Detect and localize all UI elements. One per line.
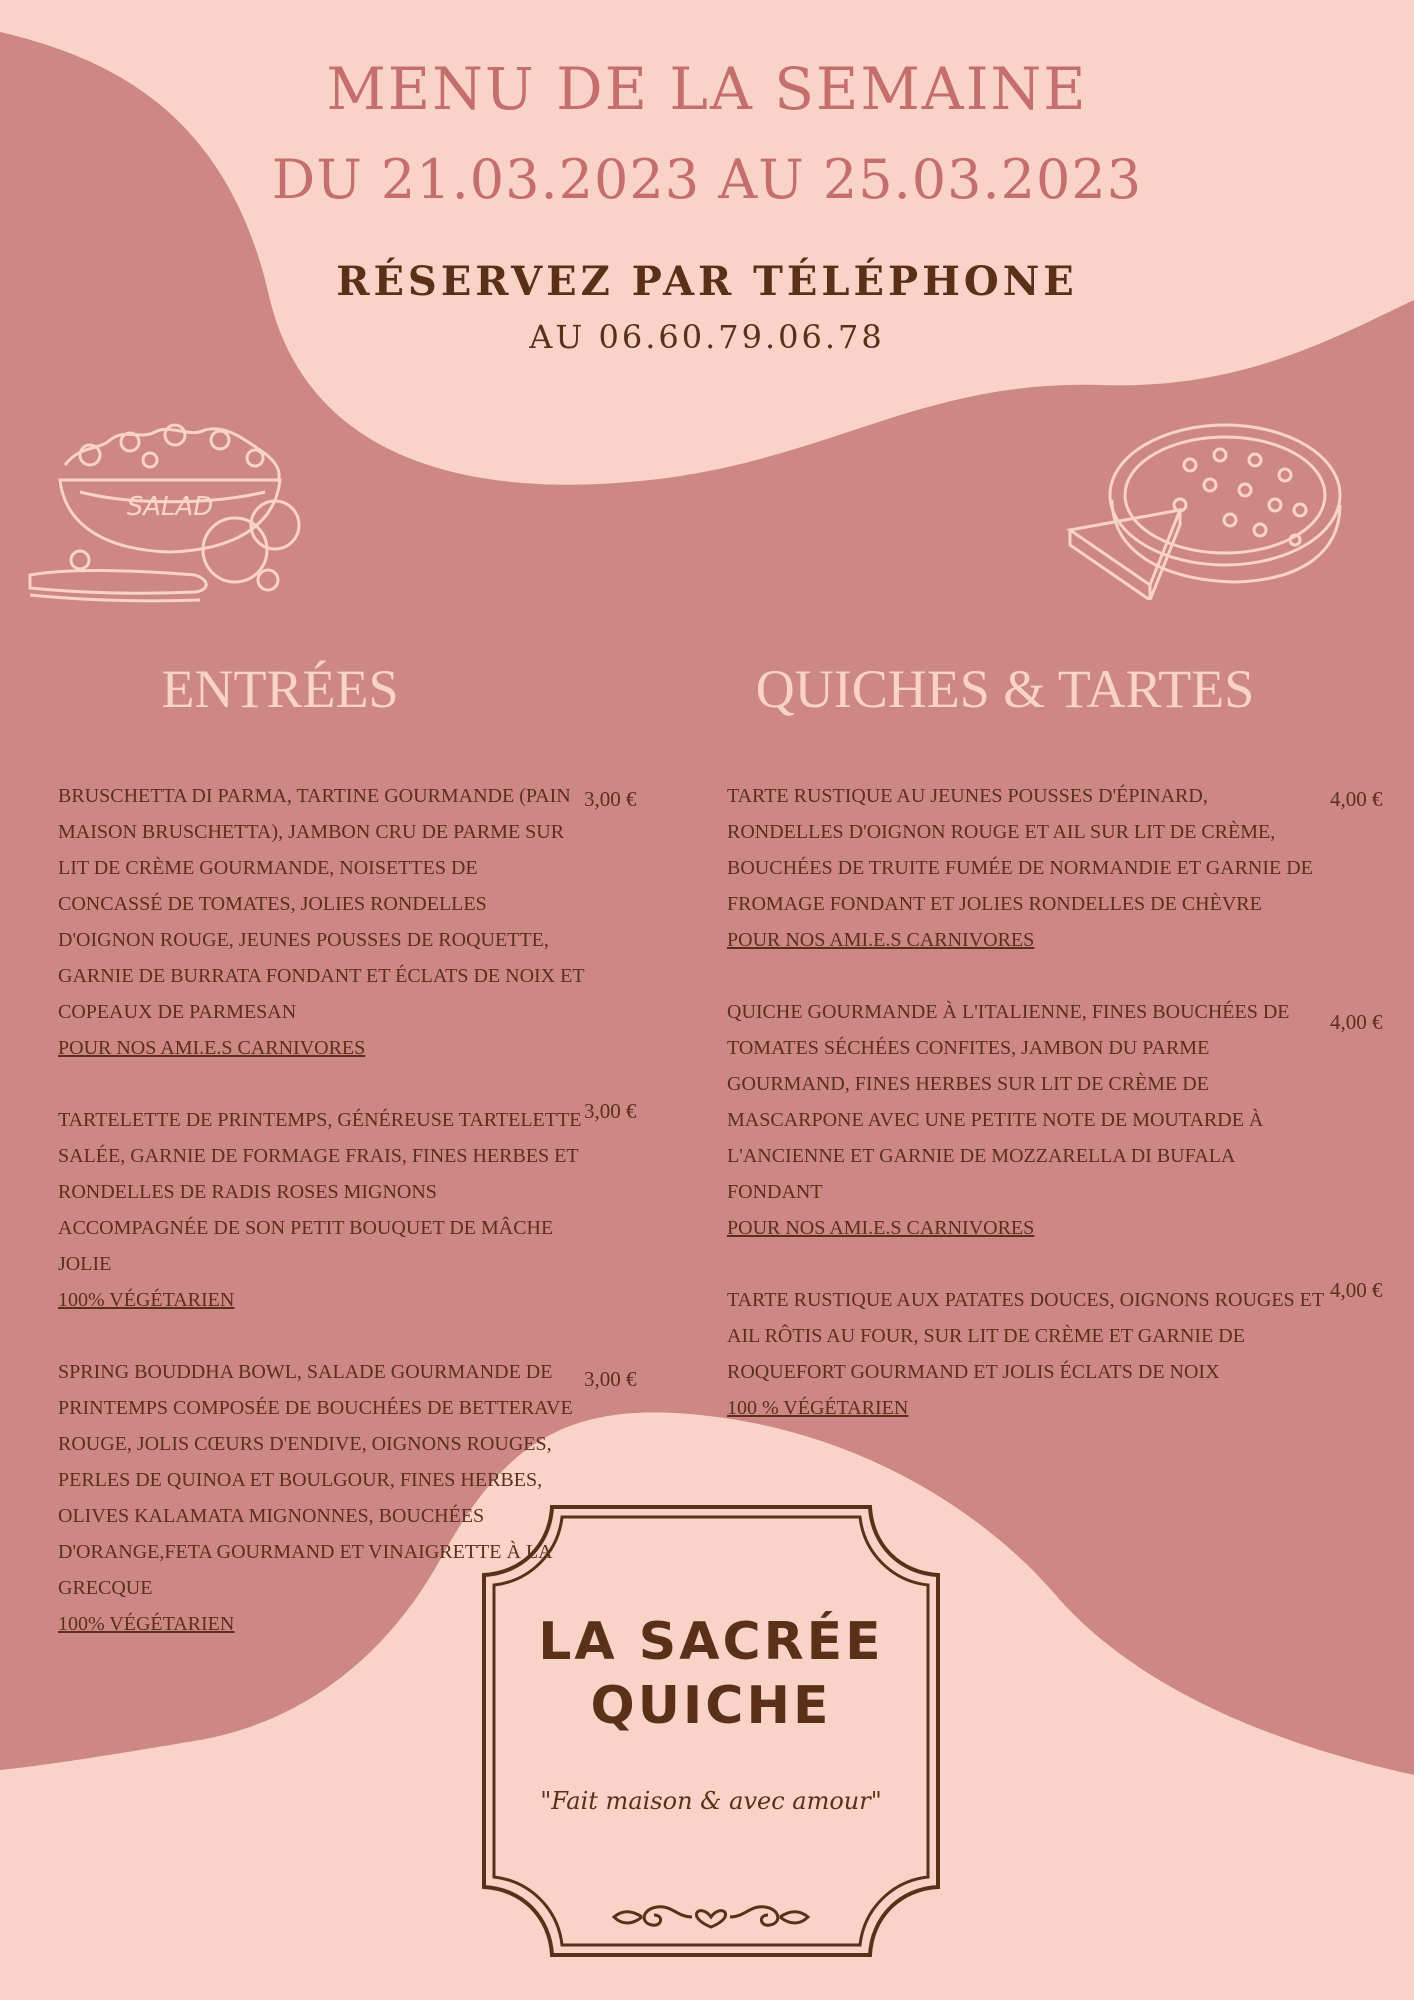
reservation-heading: RÉSERVEZ PAR TÉLÉPHONE xyxy=(336,258,1078,305)
reservation-phone: AU 06.60.79.06.78 xyxy=(529,318,885,356)
menu-item xyxy=(58,778,586,1066)
brand-tagline: "Fait maison & avec amour" xyxy=(540,1787,882,1815)
menu-item-description: BRUSCHETTA DI PARMA, TARTINE GOURMANDE (PAIN MAISON BRUSCHETTA), JAMBON CRU DE PARME SUR LIT DE CRÈME GOURMANDE, NOISETTES DE CONCASSÉ DE TOMATES, JOLIES RONDELLES D'OIGNON ROUGE, JEUNES POUSSES DE ROQUETTE, GARNIE DE BURRATA FONDANT ET ÉCLATS DE NOIX ET COPEAUX DE PARMESAN xyxy=(58,785,585,1023)
menu-item xyxy=(58,1102,586,1318)
menu-item-tag: POUR NOS AMI.E.S CARNIVORES xyxy=(727,929,1035,951)
section-title-quiches: QUICHES & TARTES xyxy=(755,659,1255,719)
menu-item xyxy=(727,994,1327,1246)
salad-bowl-illustration xyxy=(20,410,330,615)
flourish-ornament xyxy=(614,1907,808,1927)
menu-item-tag: POUR NOS AMI.E.S CARNIVORES xyxy=(58,1037,366,1059)
menu-item xyxy=(727,778,1317,958)
menu-item-tag: 100 % VÉGÉTARIEN xyxy=(727,1397,909,1419)
menu-item-description: TARTE RUSTIQUE AU JEUNES POUSSES D'ÉPINARD, RONDELLES D'OIGNON ROUGE ET AIL SUR LIT DE CRÈME, BOUCHÉES DE TRUITE FUMÉE DE NORMANDIE ET GARNIE DE FROMAGE FONDANT ET JOLIES RONDELLES DE CHÈVRE xyxy=(727,785,1313,915)
menu-item-price: 4,00 € xyxy=(1330,787,1383,811)
quiche-illustration xyxy=(1060,410,1350,600)
menu-item-price: 4,00 € xyxy=(1330,1278,1383,1302)
menu-item xyxy=(727,1282,1333,1426)
menu-item-description: TARTELETTE DE PRINTEMPS, GÉNÉREUSE TARTELETTE SALÉE, GARNIE DE FORMAGE FRAIS, FINES HERBES ET RONDELLES DE RADIS ROSES MIGNONS ACCOMPAGNÉE DE SON PETIT BOUQUET DE MÂCHE JOLIE xyxy=(58,1109,582,1275)
menu-item-price: 3,00 € xyxy=(584,787,637,811)
brand-frame xyxy=(482,1505,940,1957)
menu-item-description: QUICHE GOURMANDE À L'ITALIENNE, FINES BOUCHÉES DE TOMATES SÉCHÉES CONFITES, JAMBON DU PARME GOURMAND, FINES HERBES SUR LIT DE CRÈME DE MASCARPONE AVEC UNE PETITE NOTE DE MOUTARDE À L'ANCIENNE ET GARNIE DE MOZZARELLA DI BUFALA FONDANT xyxy=(727,1001,1290,1203)
menu-item-description: TARTE RUSTIQUE AUX PATATES DOUCES, OIGNONS ROUGES ET AIL RÔTIS AU FOUR, SUR LIT DE CRÈME ET GARNIE DE ROQUEFORT GOURMAND ET JOLIS ÉCLATS DE NOIX xyxy=(727,1289,1324,1383)
menu-item-tag: POUR NOS AMI.E.S CARNIVORES xyxy=(727,1217,1035,1239)
menu-item-description: SPRING BOUDDHA BOWL, SALADE GOURMANDE DE PRINTEMPS COMPOSÉE DE BOUCHÉES DE BETTERAVE ROUGE, JOLIS CŒURS D'ENDIVE, OIGNONS ROUGES, PERLES DE QUINOA ET BOULGOUR, FINES HERBES, OLIVES KALAMATA MIGNONNES, BOUCHÉES D'ORANGE,FETA GOURMAND ET VINAIGRETTE À LA GRECQUE xyxy=(58,1361,573,1599)
menu-item-tag: 100% VÉGÉTARIEN xyxy=(58,1289,235,1311)
menu-item-price: 3,00 € xyxy=(584,1099,637,1123)
menu-title: MENU DE LA SEMAINE xyxy=(326,55,1088,123)
menu-item-price: 4,00 € xyxy=(1330,1010,1383,1034)
brand-name: LA SACRÉE QUICHE xyxy=(538,1612,884,1736)
section-title-entrees: ENTRÉES xyxy=(161,659,399,719)
menu-dates: DU 21.03.2023 AU 25.03.2023 xyxy=(271,148,1143,211)
menu-item-tag: 100% VÉGÉTARIEN xyxy=(58,1613,235,1635)
menu-item-price: 3,00 € xyxy=(584,1367,637,1391)
salad-label: SALAD xyxy=(126,492,214,522)
